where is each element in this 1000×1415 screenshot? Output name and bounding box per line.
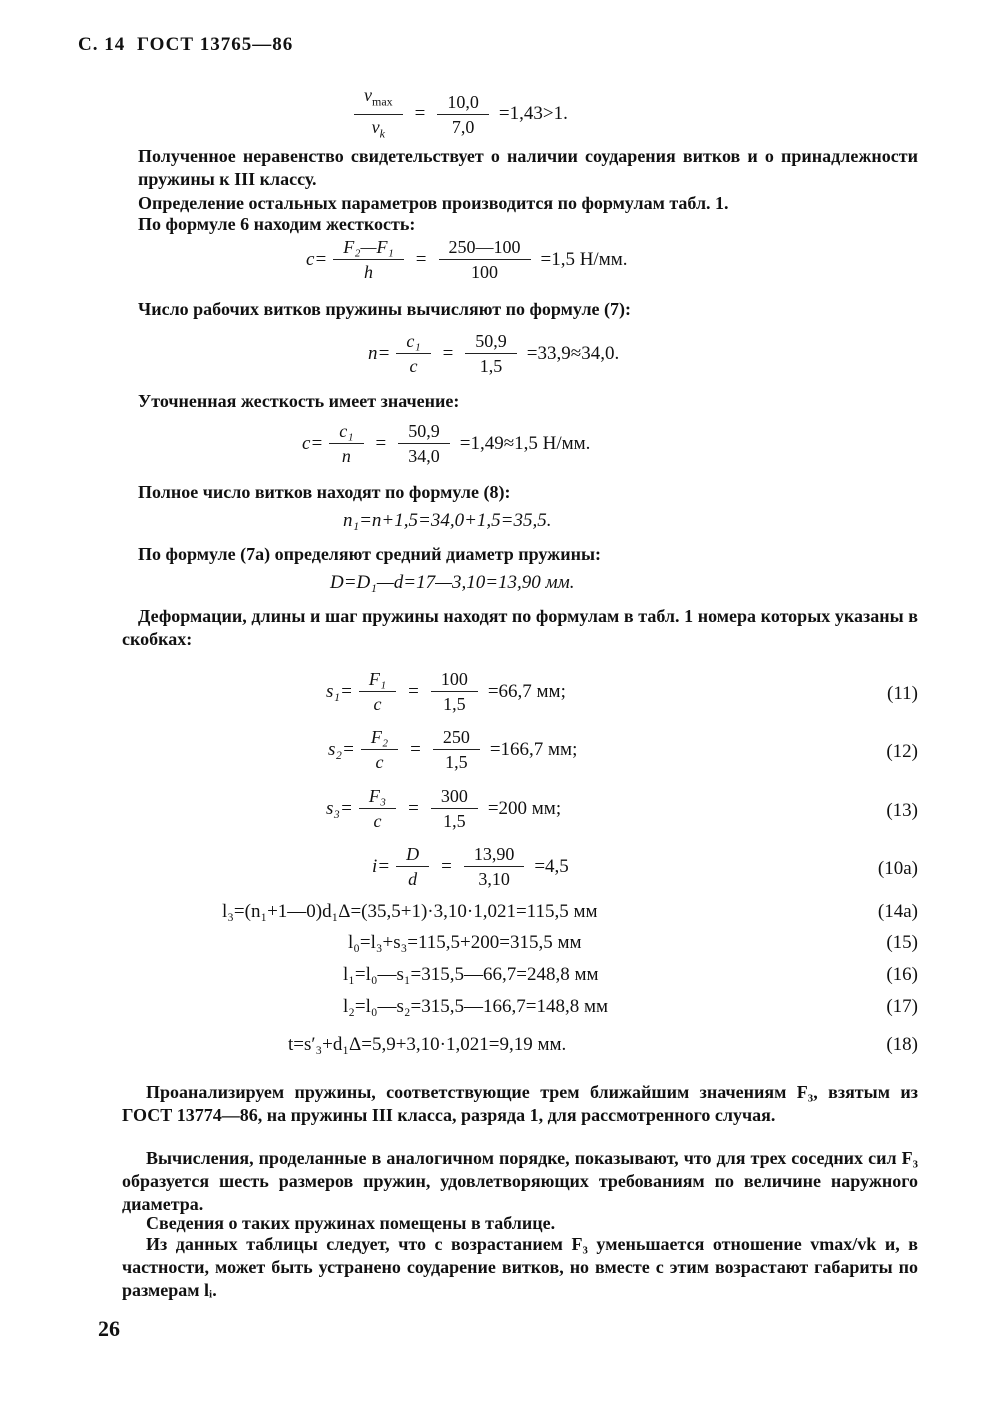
formula-index: i= $\frac{D}{d}$ = $\frac{13,90}{3,10}$ =4,5 xyxy=(372,844,569,889)
formula-stiffness: c= $\frac{\text{F₂—F₁}}{h}$ = $\frac{250—100}{100}$ =1,5 Н/мм. xyxy=(306,237,628,282)
paragraph-11: Сведения о таких пружинах помещены в таблице. xyxy=(146,1213,556,1233)
formula-stiffness-refined: c= $\frac{\text{c₁}}{n}$ = $\frac{50,9}{34,0}$ =1,49≈1,5 Н/мм. xyxy=(302,421,591,466)
page-code: С. 14 xyxy=(78,34,126,55)
formula-diameter: D=D₁—d=17—3,10=13,90 мм. xyxy=(330,572,575,593)
formula-s1: s₁= $\frac{\text{F₁}}{c}$ = $\frac{100}{1,5}$ =66,7 мм; xyxy=(326,669,566,714)
label-12: (12) xyxy=(886,741,918,762)
standard-number: ГОСТ 13765—86 xyxy=(136,34,294,55)
formula-turns: n= $\frac{\text{c₁}}{c}$ = $\frac{50,9}{1,5}$ =33,9≈34,0. xyxy=(368,331,620,376)
paragraph-8: Деформации, длины и шаг пружины находят по формулам в табл. 1 номера которых указаны в скобках: xyxy=(122,606,918,649)
page-number: 26 xyxy=(98,1316,120,1341)
formula-t: t=s′₃+d₁Δ=5,9+3,10·1,021=9,19 мм. xyxy=(288,1034,567,1055)
label-13: (13) xyxy=(886,800,918,821)
label-11: (11) xyxy=(887,683,918,704)
formula-l3: l₃=(n₁+1—0)d₁Δ=(35,5+1)·3,10·1,021=115,5 мм xyxy=(222,901,598,922)
ratio-result: =1,43>1. xyxy=(498,103,568,125)
label-16: (16) xyxy=(886,964,918,985)
formula-s2: s₂= $\frac{\text{F₂}}{c}$ = $\frac{250}{1,5}$ =166,7 мм; xyxy=(328,727,578,772)
paragraph-2: Определение остальных параметров производится по формулам табл. 1. xyxy=(138,193,729,213)
paragraph-6: Полное число витков находят по формуле (8): xyxy=(138,482,511,502)
formula-ratio: $\frac{v_{max}}{v_k}$ = $\frac{10,0}{7,0}$ =1,43>1. xyxy=(348,84,568,144)
formula-s3: s₃= $\frac{\text{F₃}}{c}$ = $\frac{300}{1,5}$ =200 мм; xyxy=(326,786,562,831)
label-18: (18) xyxy=(886,1034,918,1055)
formula-l0: l₀=l₃+s₃=115,5+200=315,5 мм xyxy=(348,932,582,953)
paragraph-12: Из данных таблицы следует, что с возрастанием F₃ уменьшается отношение vmax/vk и, в частности, может быть устранено соударение витков, но вместе с этим возрастают габариты по размерам lᵢ. xyxy=(122,1234,918,1300)
label-17: (17) xyxy=(886,996,918,1017)
page-header xyxy=(78,34,293,56)
label-14a: (14a) xyxy=(877,901,918,922)
paragraph-10: Вычисления, проделанные в аналогичном порядке, показывают, что для трех соседних сил F₃ образуется шесть размеров пружин, удовлетворяющих требованиям по величине наружного диаметра. xyxy=(122,1148,918,1214)
label-10a: (10a) xyxy=(877,858,918,879)
paragraph-1: Полученное неравенство свидетельствует о наличии соударения витков и о принадлежности пружины к III классу. xyxy=(138,146,918,189)
ratio-lhs-fraction: $\frac{v_{max}}{v_k}$ xyxy=(354,84,403,144)
paragraph-9: Проанализируем пружины, соответствующие трем ближайшим значениям F₃, взятым из ГОСТ 13774—86, на пружины III класса, разряда 1, для рассмотренного случая. xyxy=(122,1082,918,1125)
paragraph-4: Число рабочих витков пружины вычисляют по формуле (7): xyxy=(138,299,632,319)
formula-total-turns: n₁=n+1,5=34,0+1,5=35,5. xyxy=(343,510,552,531)
label-15: (15) xyxy=(886,932,918,953)
paragraph-5: Уточненная жесткость имеет значение: xyxy=(138,391,460,411)
formula-l1: l₁=l₀—s₁=315,5—66,7=248,8 мм xyxy=(343,964,599,985)
ratio-value-fraction: $\frac{10,0}{7,0}$ xyxy=(437,91,489,138)
formula-l2: l₂=l₀—s₂=315,5—166,7=148,8 мм xyxy=(343,996,609,1017)
paragraph-7: По формуле (7а) определяют средний диаметр пружины: xyxy=(138,544,602,564)
paragraph-3: По формуле 6 находим жесткость: xyxy=(138,214,416,234)
